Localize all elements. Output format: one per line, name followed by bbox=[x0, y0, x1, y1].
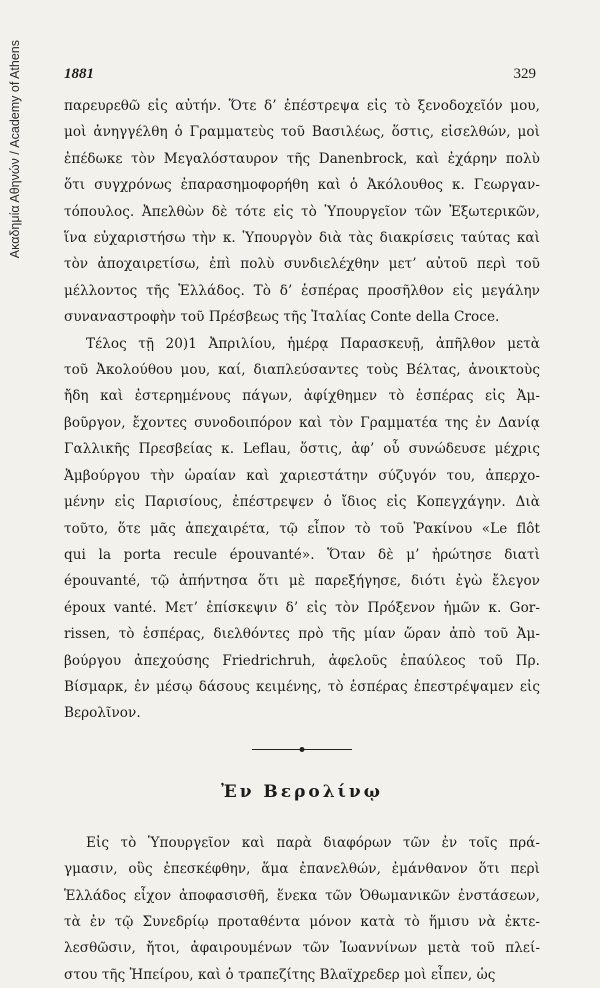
text-line: βούργου ἀπεχούσης Friedrichruh, ἀφελοῦς ἐπαύλεος τοῦ Πρ. bbox=[64, 652, 540, 669]
text-line: παρευρεθῶ εἰς αὐτήν. Ὅτε δ’ ἐπέστρεψα εἰς τὸ ξενοδοχεῖόν μου, bbox=[64, 98, 540, 114]
text-line: Ἀμβούργου τὴν ὡραίαν καὶ χαριεστάτην σύζυγόν του, ἀπερχο- bbox=[64, 467, 540, 484]
text-line: συναναστροφὴν τοῦ Πρέσβεως τῆς Ἰταλίας Conte della Croce. bbox=[64, 309, 500, 326]
text-line: μέλλοντος τῆς Ἑλλάδος. Τὸ δ’ ἑσπέρας προσῆλθον εἰς μεγάλην bbox=[64, 282, 540, 299]
section-title: Ἐν Βερολίνῳ bbox=[221, 781, 383, 802]
text-line: βοῦργον, ἔχοντες συνοδοιπόρον καὶ τὸν Γραμματέα της ἐν Δανίᾳ bbox=[64, 414, 540, 431]
text-line: ὅτι συγχρόνως ἐπαρασημοφορήθη καὶ ὁ Ἀκόλουθος κ. Γεωργαν- bbox=[64, 177, 540, 194]
text-line: rissen, τὸ ἑσπέρας, διελθόντες πρὸ τῆς μίαν ὥραν ἀπὸ τοῦ Ἀμ- bbox=[64, 626, 540, 643]
text-line: τόπουλος. Ἀπελθὼν δὲ τότε εἰς τὸ Ὑπουργεῖον τῶν Ἐξωτερικῶν, bbox=[64, 203, 540, 220]
section-divider bbox=[252, 749, 352, 750]
text-line: qui la porta recule épouvanté». Ὅταν δὲ μ’ ἠρώτησε διατὶ bbox=[64, 546, 540, 563]
text-line: ἵνα εὐχαριστήσω τὴν κ. Ὑπουργὸν διὰ τὰς διακρίσεις ταύτας καὶ bbox=[64, 230, 540, 247]
text-line: épouvanté, τῷ ἀπήντησα ὅτι μὲ παρεξήγησε, διότι ἐγὼ ἔλεγον bbox=[64, 573, 540, 590]
text-line: μένην εἰς Παρισίους, ἐπέστρεψεν ὁ ἴδιος εἰς Κοπεγχάγην. Διὰ bbox=[64, 494, 540, 511]
text-line: Βίσμαρκ, ἐν μέσῳ δάσους κειμένης, τὸ ἑσπέρας ἐπεστρέψαμεν εἰς bbox=[64, 678, 540, 695]
text-line: στου τῆς Ἠπείρου, καὶ ὁ τραπεζίτης Βλαϊχρεδερ μοὶ εἶπεν, ὡς bbox=[64, 966, 496, 983]
text-line: Τέλος τῇ 20)1 Ἀπριλίου, ἡμέρᾳ Παρασκευῇ, ἀπῆλθον μετὰ bbox=[86, 335, 540, 352]
header-year: 1881 bbox=[64, 66, 94, 82]
paragraph-1 bbox=[64, 93, 540, 331]
text-line: μοὶ ἀνηγγέλθη ὁ Γραμματεὺς τοῦ Βασιλέως, ὅστις, εἰσελθών, μοὶ bbox=[64, 124, 540, 141]
paragraph-3 bbox=[64, 830, 540, 988]
running-header bbox=[64, 66, 540, 83]
page-number: 329 bbox=[513, 66, 536, 82]
text-line: Εἰς τὸ Ὑπουργεῖον καὶ παρὰ διαφόρων τῶν ἐν τοῖς πρά- bbox=[86, 834, 540, 851]
text-line: Βερολῖνον. bbox=[64, 705, 141, 722]
paragraph-2 bbox=[64, 331, 540, 727]
text-line: Ἑλλάδος εἶχον ἀποφασισθῆ, ἕνεκα τῶν Ὀθωμανικῶν ἐνστάσεων, bbox=[64, 887, 540, 904]
book-page bbox=[64, 66, 540, 988]
text-line: τοῦ Ἀκολούθου μου, καί, διαπλεύσαντες τοὺς Βέλτας, ἀνοικτοὺς bbox=[64, 362, 540, 379]
text-line: τὰ ἐν τῷ Συνεδρίῳ προταθέντα μόνον κατὰ τὸ ἥμισυ νὰ ἐκτε- bbox=[64, 913, 540, 930]
text-line: λεσθῶσιν, ἤτοι, ἀφαιρουμένων τῶν Ἰωαννίνων μετὰ τοῦ πλεί- bbox=[64, 940, 540, 957]
text-line: ἤδη καὶ ἐστερημένους πάγων, ἀφίχθημεν τὸ ἑσπέρας εἰς Ἀμ- bbox=[64, 388, 540, 405]
text-line: Γαλλικῆς Πρεσβείας κ. Leflau, ὅστις, ἀφ’ οὗ συνώδευσε μέχρις bbox=[64, 441, 540, 458]
text-line: τοῦτο, ὅτε μᾶς ἀπεχαιρέτα, τῷ εἶπον τὸ τοῦ Ῥακίνου «Le flôt bbox=[64, 520, 540, 537]
text-line: γμασιν, οὓς ἐπεσκέφθην, ἅμα ἐπανελθών, ἐμάνθανον ὅτι περὶ bbox=[64, 861, 540, 878]
text-line: τὸν ἀποχαιρετίσω, ἐπὶ πολὺ συνδιελέχθην μετ’ αὐτοῦ περὶ τοῦ bbox=[64, 256, 540, 273]
archive-watermark: Ακαδημία Αθηνών / Academy of Athens bbox=[8, 40, 22, 259]
text-line: époux vanté. Μετ’ ἐπίσκεψιν δ’ εἰς τὸν Πρόξενον ἡμῶν κ. Gor- bbox=[64, 599, 540, 616]
text-line: ἐπέδωκε τὸν Μεγαλόσταυρον τῆς Danenbrock, καὶ ἐχάρην πολὺ bbox=[64, 150, 540, 167]
